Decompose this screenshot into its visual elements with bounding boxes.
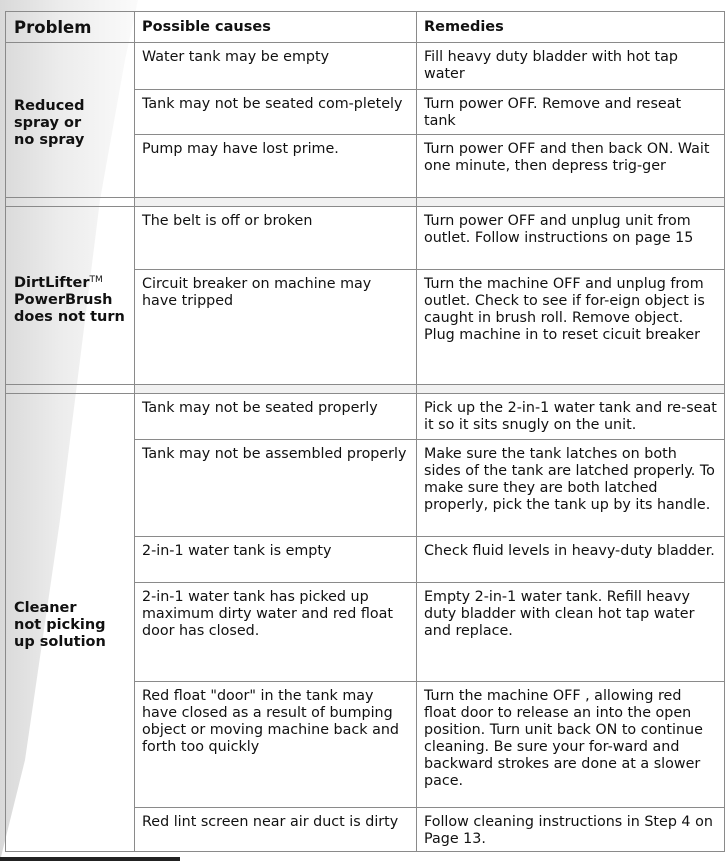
cause-cell: Pump may have lost prime. bbox=[135, 135, 417, 198]
header-row bbox=[6, 12, 725, 43]
table-row bbox=[6, 43, 725, 90]
trademark-mark: TM bbox=[89, 274, 103, 285]
remedy-cell: Check fluid levels in heavy-duty bladder. bbox=[417, 537, 725, 583]
cause-cell: Red lint screen near air duct is dirty bbox=[135, 808, 417, 852]
section-divider bbox=[6, 385, 725, 394]
remedy-cell: Turn power OFF. Remove and reseat tank bbox=[417, 90, 725, 135]
cause-cell: Tank may not be assembled properly bbox=[135, 440, 417, 537]
problem-line: no spray bbox=[14, 131, 85, 148]
problem-cell-reduced-spray bbox=[6, 43, 135, 198]
table-row bbox=[6, 394, 725, 440]
problem-cell-brush-not-turning bbox=[6, 207, 135, 385]
bottom-rule bbox=[0, 857, 180, 861]
cause-cell: 2-in-1 water tank has picked up maximum dirty water and red float door has closed. bbox=[135, 583, 417, 682]
cause-cell: Circuit breaker on machine may have tripped bbox=[135, 270, 417, 385]
troubleshooting-table bbox=[5, 11, 725, 852]
problem-line: spray or bbox=[14, 114, 82, 131]
table-row bbox=[6, 207, 725, 270]
remedy-cell: Turn the machine OFF and unplug from outlet. Check to see if for-eign object is caught in brush roll. Remove object. Plug machine in to reset cicuit breaker bbox=[417, 270, 725, 385]
cause-cell: Tank may not be seated properly bbox=[135, 394, 417, 440]
header-possible-causes: Possible causes bbox=[135, 12, 417, 43]
cause-cell: Tank may not be seated com-pletely bbox=[135, 90, 417, 135]
section-divider bbox=[6, 198, 725, 207]
cause-cell: The belt is off or broken bbox=[135, 207, 417, 270]
remedy-cell: Pick up the 2-in-1 water tank and re-seat it so it sits snugly on the unit. bbox=[417, 394, 725, 440]
remedy-cell: Empty 2-in-1 water tank. Refill heavy duty bladder with clean hot tap water and replace. bbox=[417, 583, 725, 682]
problem-line: up solution bbox=[14, 634, 106, 650]
remedy-cell: Turn power OFF and unplug unit from outlet. Follow instructions on page 15 bbox=[417, 207, 725, 270]
cause-cell: 2-in-1 water tank is empty bbox=[135, 537, 417, 583]
problem-line: not picking bbox=[14, 617, 106, 633]
remedy-cell: Follow cleaning instructions in Step 4 on Page 13. bbox=[417, 808, 725, 852]
cause-cell: Water tank may be empty bbox=[135, 43, 417, 90]
header-remedies: Remedies bbox=[417, 12, 725, 43]
remedy-cell: Make sure the tank latches on both sides of the tank are latched properly. To make sure they are both latched properly, pick the tank up by its handle. bbox=[417, 440, 725, 537]
problem-line: does not turn bbox=[14, 308, 125, 325]
cause-cell: Red float "door" in the tank may have closed as a result of bumping object or moving machine back and forth too quickly bbox=[135, 682, 417, 808]
problem-line: DirtLifter bbox=[14, 274, 90, 291]
problem-line: PowerBrush bbox=[14, 291, 113, 308]
problem-line: Cleaner bbox=[14, 600, 77, 616]
problem-line: Reduced bbox=[14, 97, 85, 114]
remedy-cell: Turn the machine OFF , allowing red float door to release an into the open position. Turn unit back ON to continue cleaning. Be sure your for-ward and backward strokes are done at a slower pace. bbox=[417, 682, 725, 808]
problem-cell-not-picking-up bbox=[6, 394, 135, 852]
header-problem: Problem bbox=[6, 12, 135, 43]
remedy-cell: Turn power OFF and then back ON. Wait one minute, then depress trig-ger bbox=[417, 135, 725, 198]
remedy-cell: Fill heavy duty bladder with hot tap water bbox=[417, 43, 725, 90]
